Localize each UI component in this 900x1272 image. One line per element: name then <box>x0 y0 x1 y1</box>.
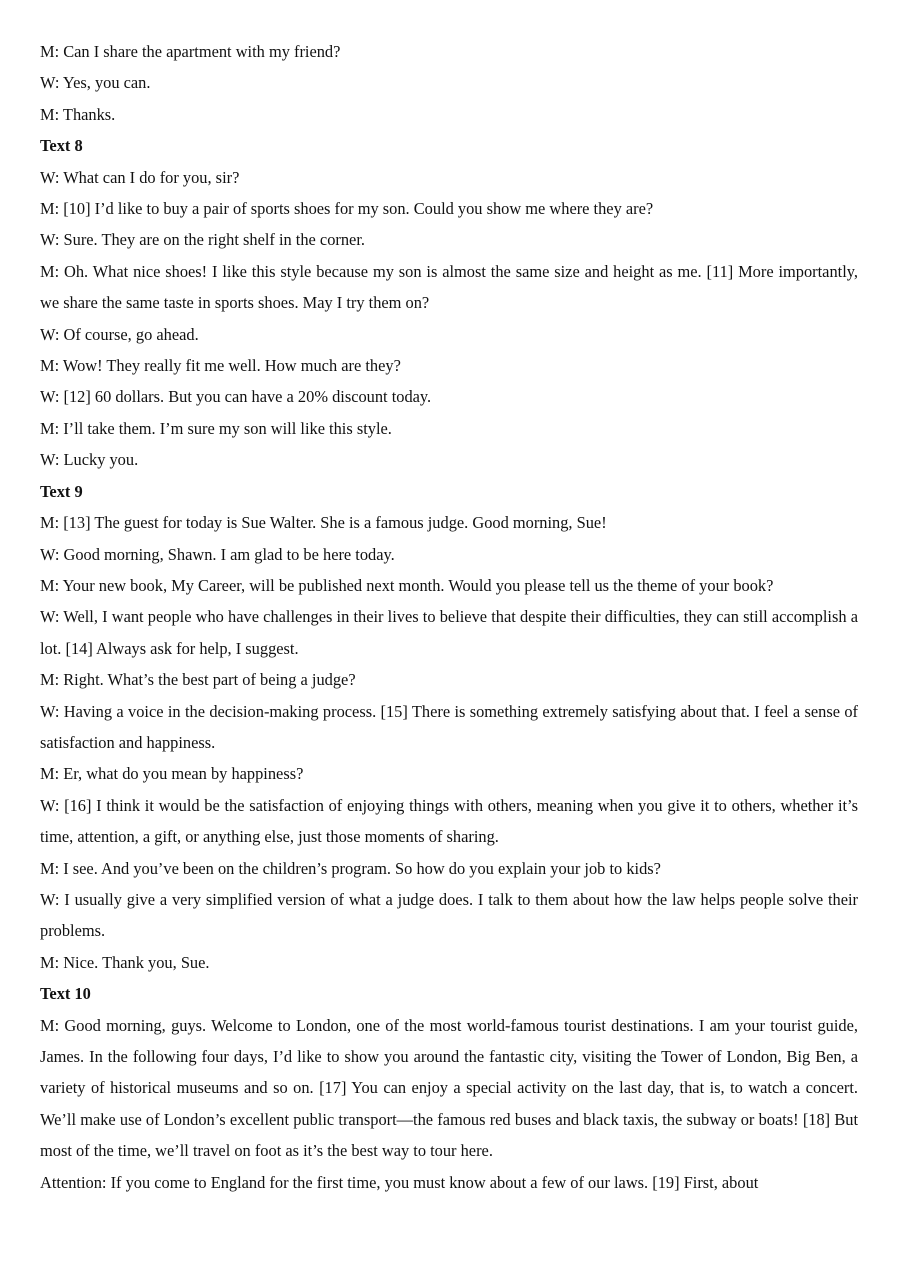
section-heading: Text 10 <box>40 984 91 1004</box>
dialogue-line: W: Well, I want people who have challenges in their lives to believe that despite their difficulties, they can still accomplish a lot. [14] Always ask for help, I suggest. <box>40 607 858 658</box>
dialogue-line: W: Yes, you can. <box>40 73 151 93</box>
dialogue-line: M: Your new book, My Career, will be published next month. Would you please tell us the theme of your book? <box>40 575 774 595</box>
dialogue-line: M: [13] The guest for today is Sue Walter. She is a famous judge. Good morning, Sue! <box>40 513 607 533</box>
dialogue-line: W: Good morning, Shawn. I am glad to be here today. <box>40 544 395 564</box>
dialogue-line: W: Of course, go ahead. <box>40 324 199 344</box>
dialogue-line: W: What can I do for you, sir? <box>40 167 240 187</box>
dialogue-line: W: Sure. They are on the right shelf in the corner. <box>40 230 365 250</box>
dialogue-line: W: [12] 60 dollars. But you can have a 20% discount today. <box>40 387 432 407</box>
dialogue-line: M: [10] I’d like to buy a pair of sports shoes for my son. Could you show me where they are? <box>40 199 654 219</box>
dialogue-line: W: [16] I think it would be the satisfaction of enjoying things with others, meaning when you give it to others, whether it’s time, attention, a gift, or anything else, just those moments of sharing. <box>40 795 858 847</box>
dialogue-line: W: Lucky you. <box>40 450 139 470</box>
dialogue-line: M: Nice. Thank you, Sue. <box>40 952 210 972</box>
dialogue-line: W: I usually give a very simplified version of what a judge does. I talk to them about how the law helps people solve their problems. <box>40 889 858 941</box>
dialogue-line: M: Can I share the apartment with my friend? <box>40 42 341 61</box>
document-page <box>40 36 858 1198</box>
section-heading: Text 8 <box>40 136 83 156</box>
dialogue-line: M: I see. And you’ve been on the children’s program. So how do you explain your job to kids? <box>40 858 661 878</box>
dialogue-line: M: I’ll take them. I’m sure my son will like this style. <box>40 418 392 438</box>
dialogue-line: M: Thanks. <box>40 104 116 124</box>
dialogue-line: M: Er, what do you mean by happiness? <box>40 764 304 784</box>
section-heading: Text 9 <box>40 481 83 501</box>
dialogue-line: W: Having a voice in the decision-making process. [15] There is something extremely satisfying about that. I feel a sense of satisfaction and happiness. <box>40 701 858 752</box>
dialogue-line: M: Wow! They really fit me well. How much are they? <box>40 356 401 376</box>
dialogue-line: M: Oh. What nice shoes! I like this style because my son is almost the same size and height as me. [11] More importantly, we share the same taste in sports shoes. May I try them on? <box>40 261 858 313</box>
dialogue-line: M: Good morning, guys. Welcome to London, one of the most world-famous tourist destinations. I am your tourist guide, James. In the following four days, I’d like to show you around the fantastic city, visiting the Tower of London, Big Ben, a variety of historical museums and so on. [17] You can enjoy a special activity on the last day, that is, to watch a concert. We’ll make use of London’s excellent public transport—the famous red buses and black taxis, the subway or boats! [18] But most of the time, we’ll travel on foot as it’s the best way to tour here. <box>40 1015 858 1161</box>
dialogue-line: Attention: If you come to England for the first time, you must know about a few of our laws. [19] First, about <box>40 1172 759 1192</box>
dialogue-line: M: Right. What’s the best part of being a judge? <box>40 670 356 690</box>
